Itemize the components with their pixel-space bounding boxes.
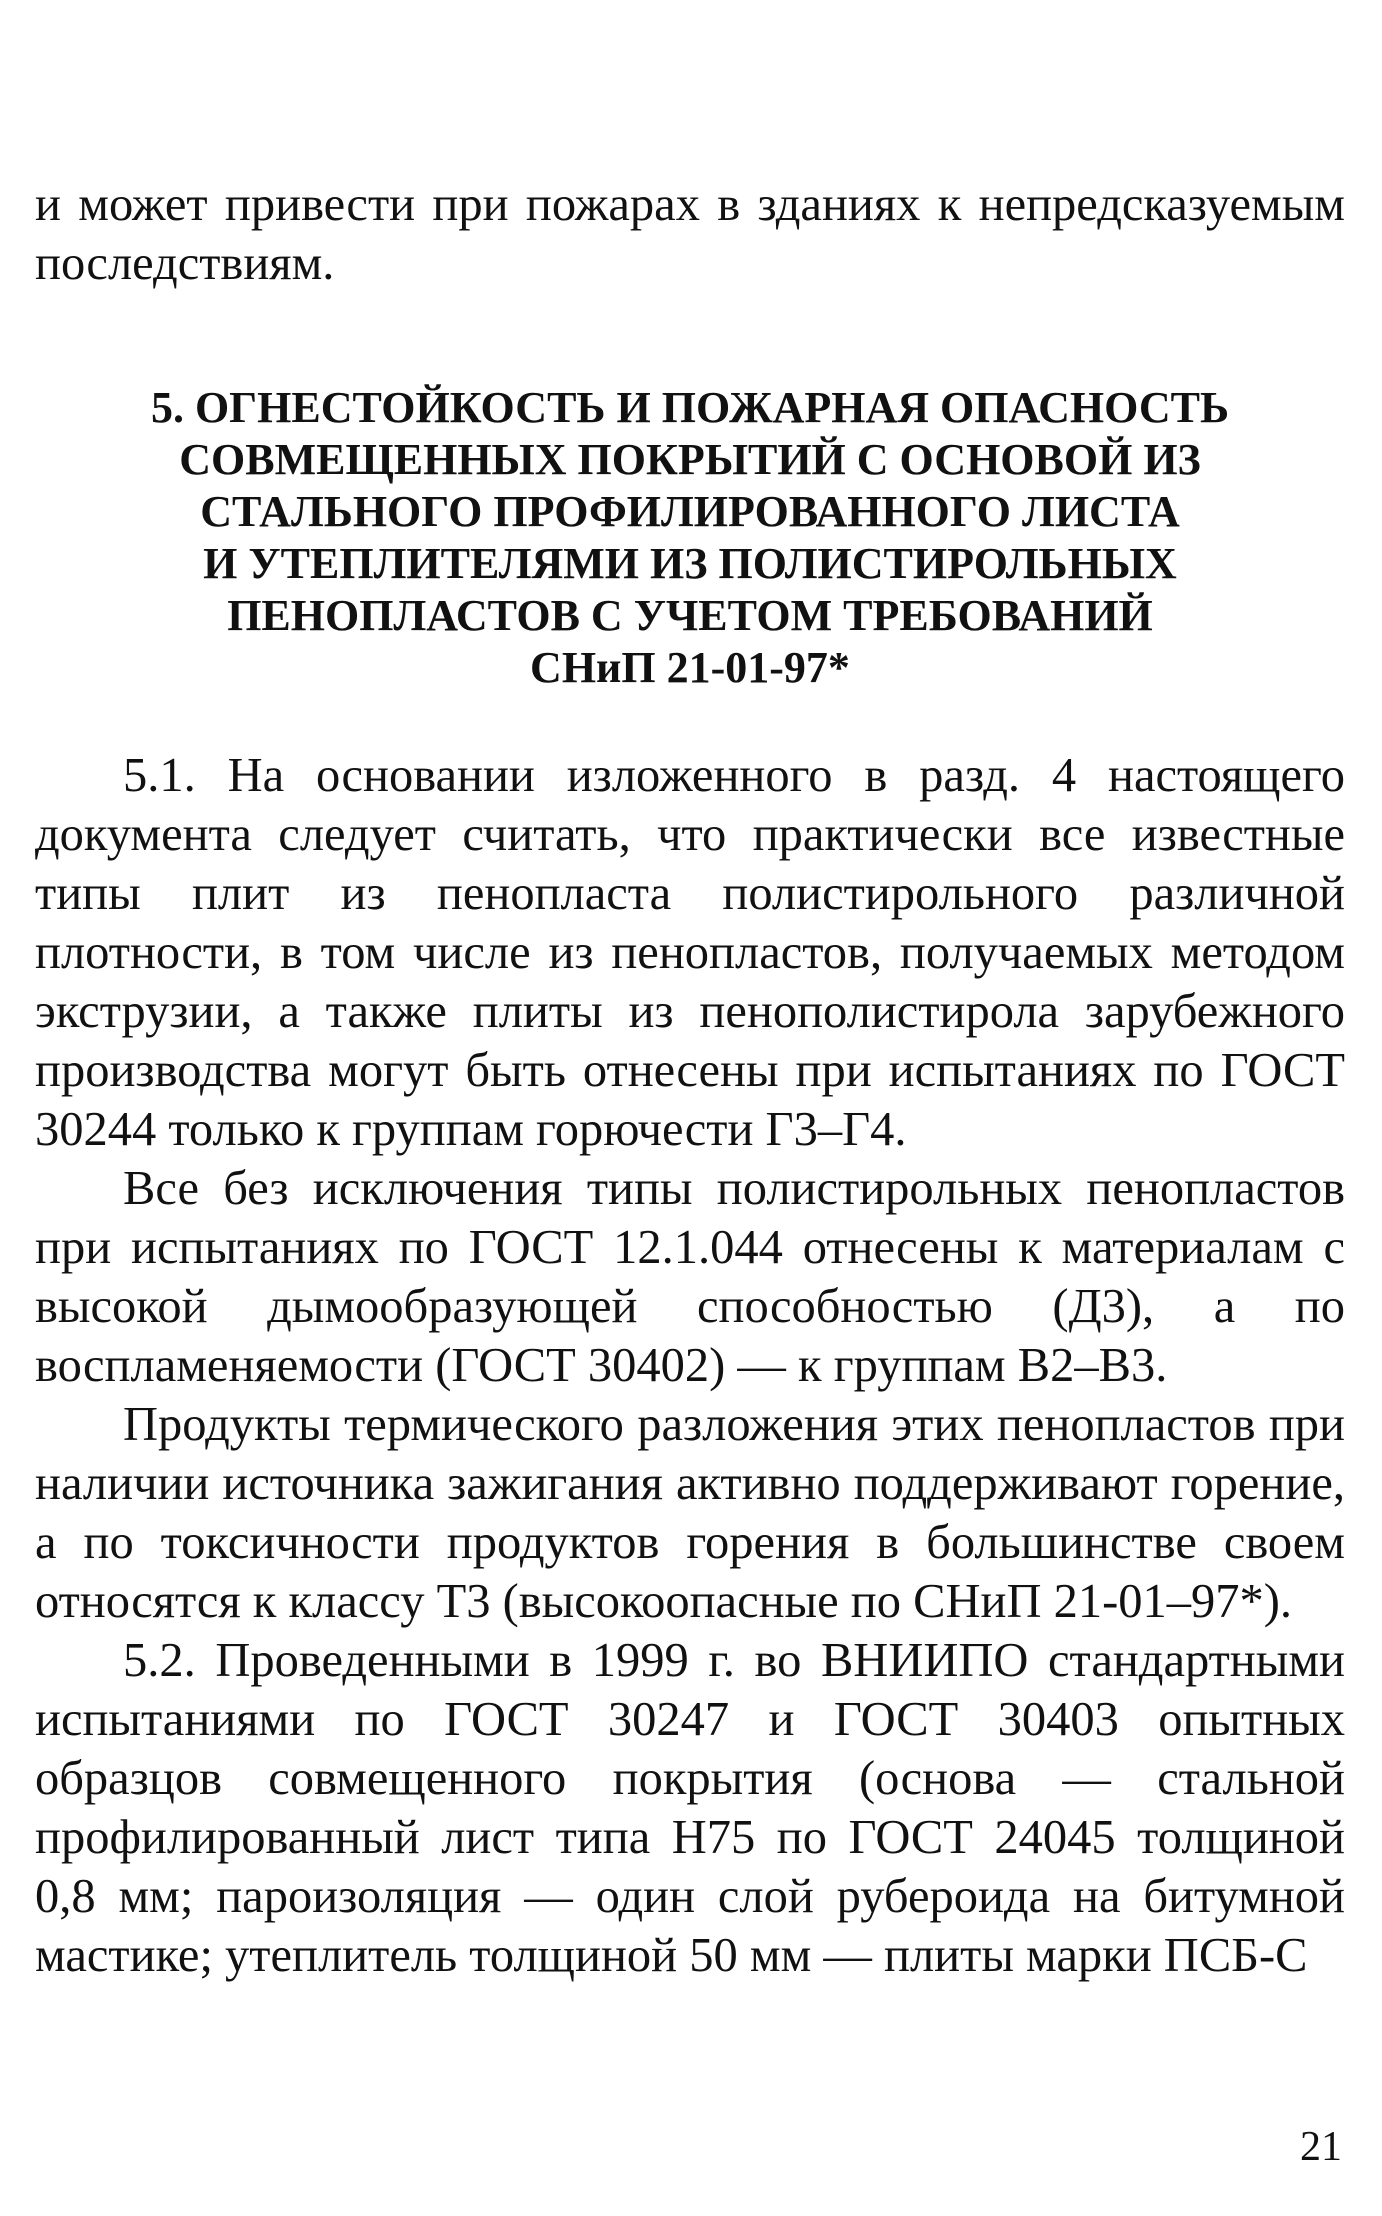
paragraph-smoke: Все без исключения типы полистирольных пенопластов при испытаниях по ГОСТ 12.1.044 отнесены к материалам с высокой дымообразующей способностью (Д3), а по воспламеняемости (ГОСТ 30402) — к группам В2–В3. [35, 1162, 1345, 1392]
paragraph-toxicity: Продукты термического разложения этих пенопластов при наличии источника зажигания активно поддерживают горение, а по токсичности продуктов горения в большинстве своем относятся к классу Т3 (высокоопасные по СНиП 21-01–97*). [35, 1398, 1345, 1628]
heading-line-2: СОВМЕЩЕННЫХ ПОКРЫТИЙ С ОСНОВОЙ ИЗ [179, 435, 1201, 484]
intro-text [35, 175, 1345, 293]
heading-line-6: СНиП 21-01-97* [530, 643, 850, 692]
heading-line-4: И УТЕПЛИТЕЛЯМИ ИЗ ПОЛИСТИРОЛЬНЫХ [203, 539, 1177, 588]
paragraph-5-2: 5.2. Проведенными в 1999 г. во ВНИИПО стандартными испытаниями по ГОСТ 30247 и ГОСТ 30403 опытных образцов совмещенного покрытия (основа — стальной профилированный лист типа Н75 по ГОСТ 24045 толщиной 0,8 мм; пароизоляция — один слой рубероида на битумной мастике; утеплитель толщиной 50 мм — плиты марки ПСБ-С [35, 1634, 1345, 1982]
intro-paragraph: и может привести при пожарах в зданиях к непредсказуемым последствиям. [35, 178, 1345, 290]
page-number: 21 [1300, 2124, 1342, 2170]
heading-line-3: СТАЛЬНОГО ПРОФИЛИРОВАННОГО ЛИСТА [200, 487, 1180, 536]
paragraph-5-1: 5.1. На основании изложенного в разд. 4 настоящего документа следует считать, что практически все известные типы плит из пенопласта полистирольного различной плотности, в том числе из пенопластов, получаемых методом экструзии, а также плиты из пенополистирола зарубежного производства могут быть отнесены при испытаниях по ГОСТ 30244 только к группам горючести Г3–Г4. [35, 749, 1345, 1156]
heading-line-1: 5. ОГНЕСТОЙКОСТЬ И ПОЖАРНАЯ ОПАСНОСТЬ [150, 383, 1230, 432]
heading-line-5: ПЕНОПЛАСТОВ С УЧЕТОМ ТРЕБОВАНИЙ [227, 591, 1153, 640]
section-body [35, 746, 1345, 1985]
section-heading [35, 382, 1345, 694]
